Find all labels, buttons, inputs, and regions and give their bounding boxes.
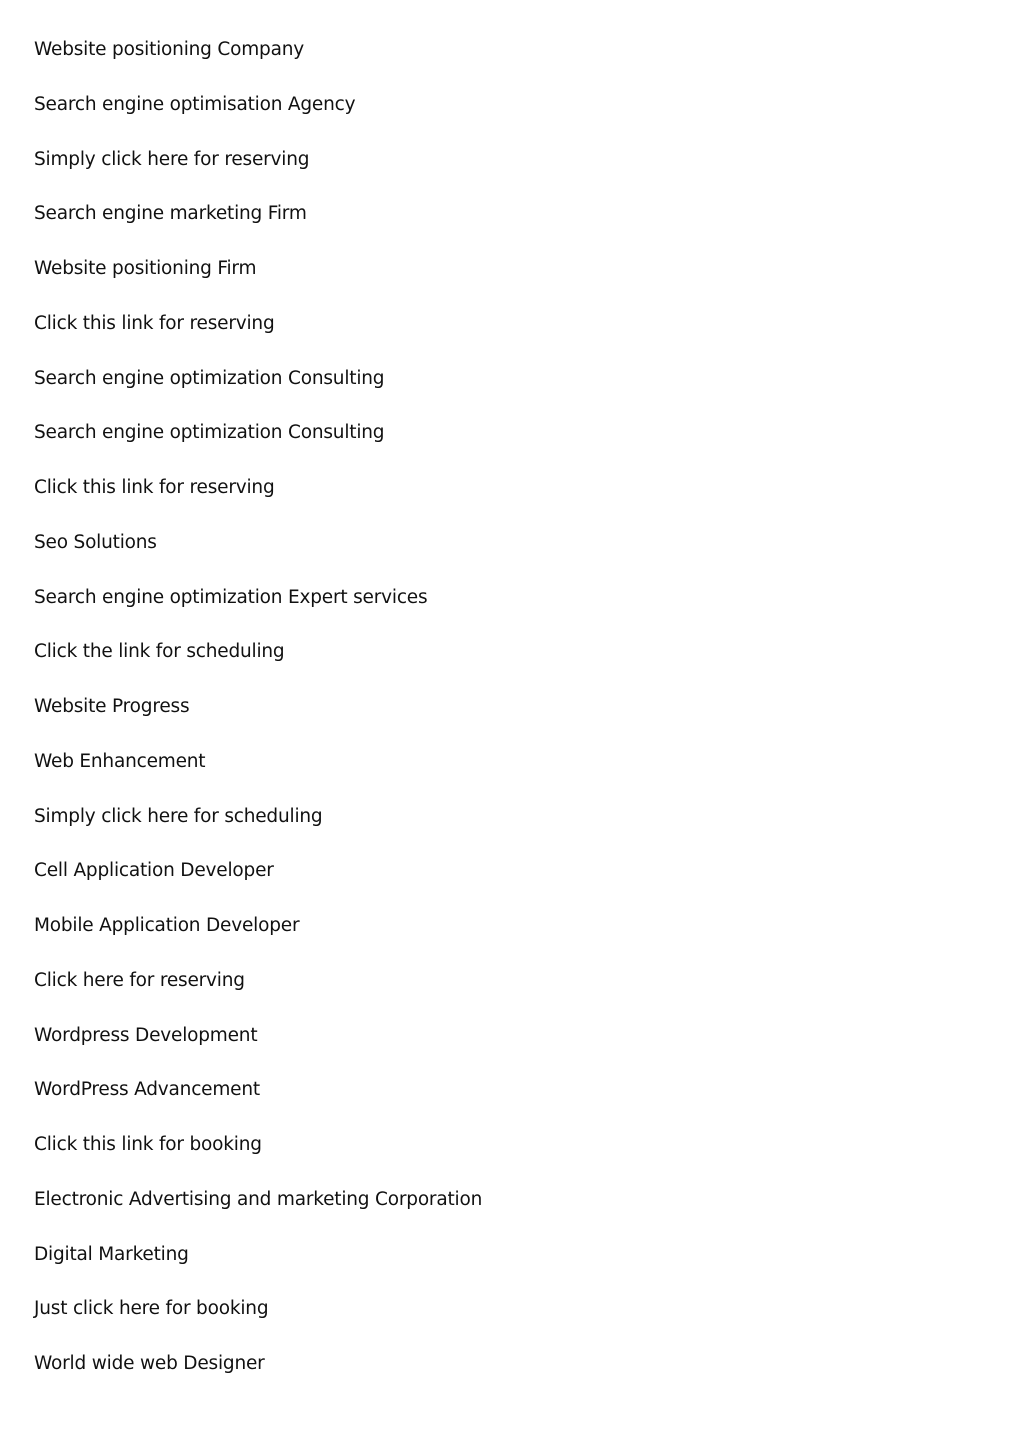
link-item[interactable]: Click here for reserving xyxy=(34,969,245,991)
list-item xyxy=(34,146,482,201)
list-item xyxy=(34,1295,482,1350)
list-item xyxy=(34,1022,482,1077)
list-item xyxy=(34,1131,482,1186)
list-item xyxy=(34,255,482,310)
link-item[interactable]: Search engine optimization Consulting xyxy=(34,422,385,444)
link-item[interactable]: Search engine optimization Consulting xyxy=(34,367,385,389)
list-item xyxy=(34,1241,482,1296)
list-item xyxy=(34,693,482,748)
list-item xyxy=(34,200,482,255)
link-item[interactable]: Click this link for reserving xyxy=(34,312,275,334)
link-item[interactable]: Click this link for reserving xyxy=(34,477,275,498)
list-item xyxy=(34,638,482,693)
list-item xyxy=(34,1350,482,1405)
list-item xyxy=(34,857,482,912)
link-item[interactable]: Seo Solutions xyxy=(34,531,157,553)
link-item[interactable]: Digital Marketing xyxy=(34,1243,189,1265)
list-item xyxy=(34,1076,482,1131)
list-item xyxy=(34,419,482,474)
link-item[interactable]: Simply click here for reserving xyxy=(34,148,310,170)
list-item xyxy=(34,529,482,584)
link-item[interactable]: Electronic Advertising and marketing Corporation xyxy=(34,1188,483,1210)
list-item xyxy=(34,310,482,365)
link-item[interactable]: World wide web Designer xyxy=(34,1353,265,1374)
link-item[interactable]: Website positioning Company xyxy=(34,39,305,60)
link-item[interactable]: Cell Application Developer xyxy=(34,860,274,882)
list-item xyxy=(34,967,482,1022)
list-item xyxy=(34,912,482,967)
list-item xyxy=(34,91,482,146)
list-item xyxy=(34,474,482,529)
list-item xyxy=(34,365,482,420)
list-item xyxy=(34,803,482,858)
link-item[interactable]: Wordpress Development xyxy=(34,1024,258,1046)
list-item xyxy=(34,36,482,91)
list-item xyxy=(34,748,482,803)
link-item[interactable]: Search engine marketing Firm xyxy=(34,203,307,225)
list-item xyxy=(34,584,482,639)
link-list xyxy=(34,36,482,1405)
link-item[interactable]: Simply click here for scheduling xyxy=(34,805,323,827)
link-item[interactable]: Click the link for scheduling xyxy=(34,641,285,663)
link-item[interactable]: Search engine optimisation Agency xyxy=(34,93,356,115)
link-item[interactable]: Website positioning Firm xyxy=(34,258,257,279)
link-item[interactable]: Mobile Application Developer xyxy=(34,915,300,936)
link-item[interactable]: WordPress Advancement xyxy=(34,1079,260,1101)
link-item[interactable]: Website Progress xyxy=(34,696,190,717)
link-item[interactable]: Web Enhancement xyxy=(34,750,206,772)
link-item[interactable]: Just click here for booking xyxy=(34,1298,269,1320)
link-item[interactable]: Click this link for booking xyxy=(34,1134,262,1155)
list-item xyxy=(34,1186,482,1241)
link-item[interactable]: Search engine optimization Expert services xyxy=(34,586,428,608)
